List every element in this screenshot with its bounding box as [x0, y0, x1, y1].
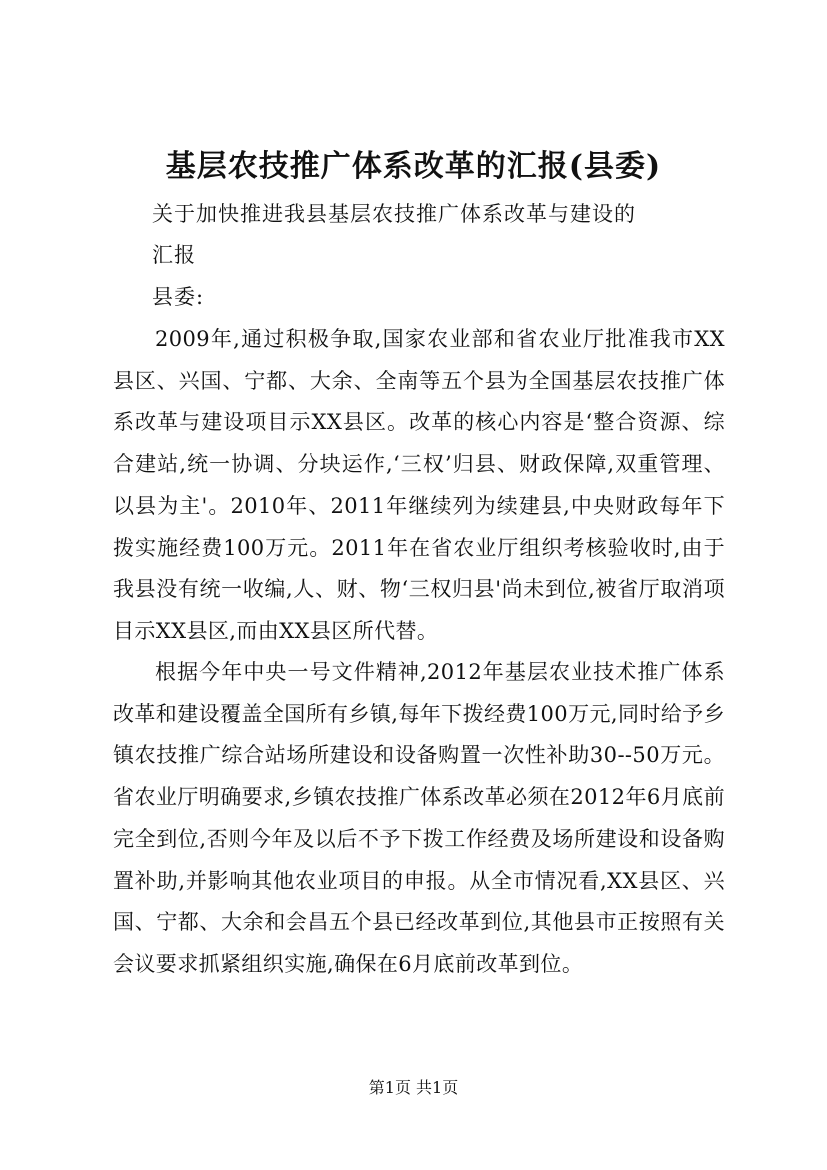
document-title: 基层农技推广体系改革的汇报(县委) [165, 149, 662, 184]
subtitle-line-2: 汇报 [152, 243, 196, 267]
body-paragraph-1: 2009年,通过积极争取,国家农业部和省农业厅批准我市XX县区、兴国、宁都、大余、全南等五个县为全国基层农技推广体系改革与建设项目示XX县区。改革的核心内容是‘整合资源、综合建站,统一协调、分块运作,‘三权’归县、财政保障,双重管理、以县为主'。2010年、2011年继续列为续建县,中央财政每年下拨实施经费100万元。2011年在省农业厅组织考核验收时,由于我县没有统一收编,人、财、物‘三权归县'尚未到位,被省厅取消项目示XX县区,而由XX县区所代替。 [113, 327, 725, 643]
page-footer: 第1页 共1页 [368, 1078, 459, 1097]
salutation: 县委: [152, 285, 205, 309]
body-paragraph-2: 根据今年中央一号文件精神,2012年基层农业技术推广体系改革和建设覆盖全国所有乡镇,每年下拨经费100万元,同时给予乡镇农技推广综合站场所建设和设备购置一次性补助30--50万元。省农业厅明确要求,乡镇农技推广体系改革必须在2012年6月底前完全到位,否则今年及以后不予下拨工作经费及场所建设和设备购置补助,并影响其他农业项目的申报。从全市情况看,XX县区、兴国、宁都、大余和会昌五个县已经改革到位,其他县市正按照有关会议要求抓紧组织实施,确保在6月底前改革到位。 [113, 660, 725, 976]
subtitle-line-1: 关于加快推进我县基层农技推广体系改革与建设的 [152, 202, 636, 226]
